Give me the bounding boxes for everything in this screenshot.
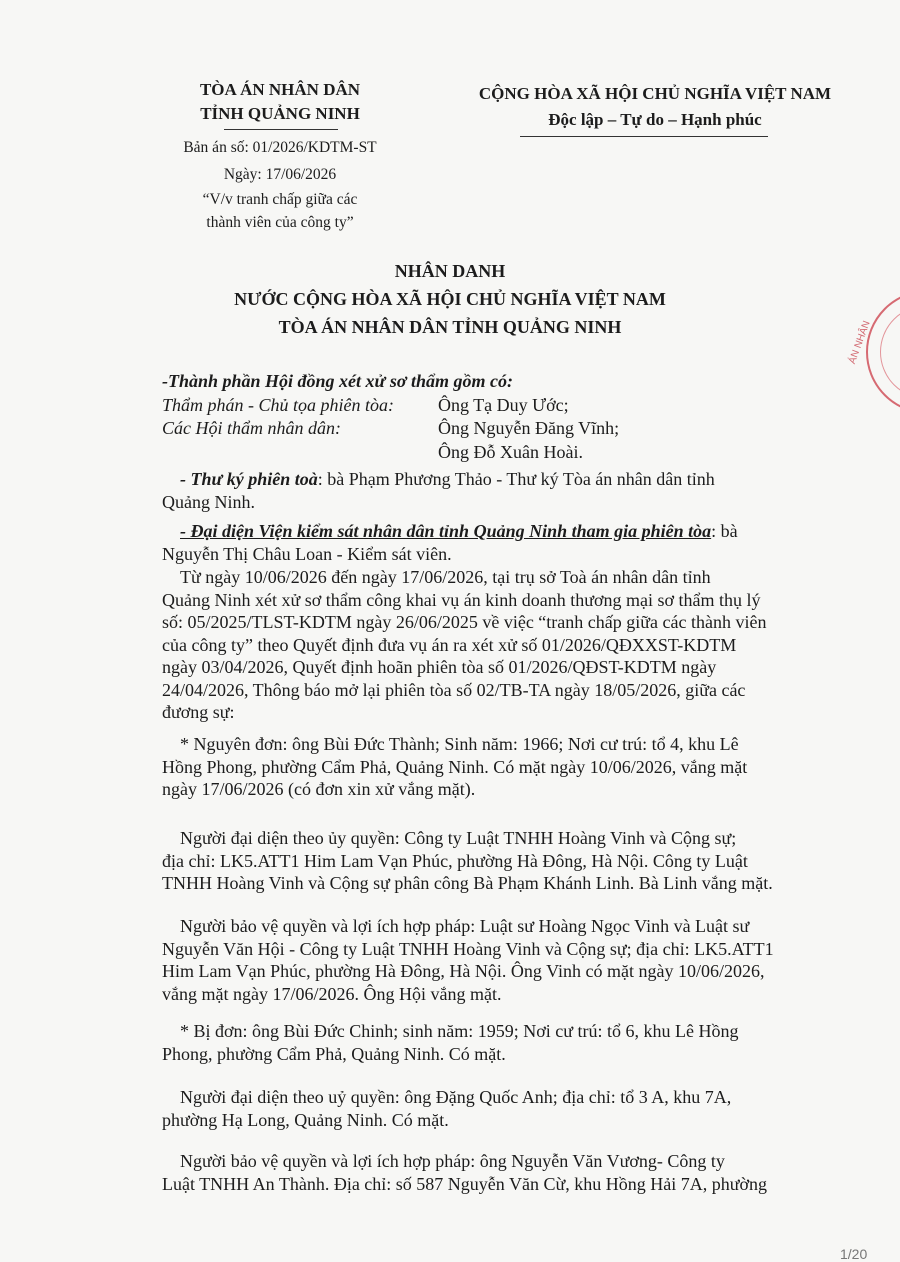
paragraph-5-line-1: * Bị đơn: ông Bùi Đức Chinh; sinh năm: 1959; Nơi cư trú: tổ 6, khu Lê Hồng [180, 1021, 739, 1041]
paragraph-1-line-7: đương sự: [162, 702, 235, 722]
paragraph-2-line-1: * Nguyên đơn: ông Bùi Đức Thành; Sinh năm: 1966; Nơi cư trú: tổ 4, khu Lê [180, 734, 739, 754]
presiding-judge-name: Ông Tạ Duy Ước; [438, 395, 569, 415]
motto-underline [520, 136, 768, 137]
juror-1: Ông Nguyễn Đăng Vĩnh; [438, 418, 620, 438]
paragraph-2-line-2: Hồng Phong, phường Cẩm Phả, Quảng Ninh. Có mặt ngày 10/06/2026, vắng mặt [162, 756, 748, 777]
paragraph-7-line-1: Người bảo vệ quyền và lợi ích hợp pháp: ông Nguyễn Văn Vương- Công ty [180, 1151, 725, 1171]
paragraph-5-line-2: Phong, phường Cẩm Phả, Quảng Ninh. Có mặt. [162, 1043, 506, 1064]
paragraph-1-line-4: của công ty” theo Quyết định đưa vụ án ra xét xử số 01/2026/QĐXXST-KDTM [162, 634, 737, 655]
paragraph-3-line-1: Người đại diện theo ủy quyền: Công ty Luật TNHH Hoàng Vinh và Cộng sự; [180, 828, 737, 848]
paragraph-1-line-3: số: 05/2025/TLST-KDTM ngày 26/06/2025 về việc “tranh chấp giữa các thành viên [162, 612, 767, 632]
procuracy-text: : bà [711, 521, 738, 541]
paragraph-1-line-6: 24/04/2026, Thông báo mở lại phiên tòa số 02/TB-TA ngày 18/05/2026, giữa các [162, 679, 746, 700]
paragraph-6-line-1: Người đại diện theo uỷ quyền: ông Đặng Quốc Anh; địa chỉ: tổ 3 A, khu 7A, [180, 1087, 732, 1107]
paragraph-2-line-3: ngày 17/06/2026 (có đơn xin xử vắng mặt). [162, 779, 476, 799]
clerk-label: - Thư ký phiên toà [180, 469, 318, 489]
jurors-label: Các Hội thẩm nhân dân: [162, 418, 341, 438]
paragraph-4-line-4: vắng mặt ngày 17/06/2026. Ông Hội vắng mặt. [162, 983, 502, 1004]
juror-2: Ông Đỗ Xuân Hoài. [438, 442, 583, 462]
panel-heading: -Thành phần Hội đồng xét xử sơ thẩm gồm có: [162, 371, 513, 391]
paragraph-4-line-2: Nguyễn Văn Hội - Công ty Luật TNHH Hoàng Vinh và Cộng sự; địa chỉ: LK5.ATT1 [162, 938, 774, 959]
paragraph-1-line-1: Từ ngày 10/06/2026 đến ngày 17/06/2026, tại trụ sở Toà án nhân dân tỉnh [180, 567, 711, 587]
judgment-date: Ngày: 17/06/2026 [223, 166, 337, 183]
clerk-text: : bà Phạm Phương Thảo - Thư ký Tòa án nhân dân tỉnh [317, 469, 715, 489]
paragraph-3-line-2: địa chỉ: LK5.ATT1 Him Lam Vạn Phúc, phường Hà Đông, Hà Nội. Công ty Luật [162, 850, 748, 871]
procuracy-line2: Nguyễn Thị Châu Loan - Kiểm sát viên. [162, 544, 452, 564]
court-name-line2: TỈNH QUẢNG NINH [200, 104, 360, 123]
page-number: 1/20 [840, 1246, 868, 1262]
paragraph-1-line-2: Quảng Ninh xét xử sơ thẩm công khai vụ án kinh doanh thương mại sơ thẩm thụ lý [162, 589, 761, 610]
paragraph-4-line-3: Him Lam Vạn Phúc, phường Hà Đông, Hà Nội. Ông Vinh có mặt ngày 10/06/2026, [162, 961, 765, 981]
title-court: TÒA ÁN NHÂN DÂN TỈNH QUẢNG NINH [278, 317, 622, 337]
court-seal-text: ÁN NHÂN [846, 319, 873, 366]
paragraph-3-line-3: TNHH Hoàng Vinh và Cộng sự phân công Bà Phạm Khánh Linh. Bà Linh vắng mặt. [162, 873, 773, 893]
national-motto: Độc lập – Tự do – Hạnh phúc [548, 110, 762, 129]
clerk-line2: Quảng Ninh. [162, 492, 255, 512]
procuracy-label: - Đại diện Viện kiểm sát nhân dân tỉnh Quảng Ninh tham gia phiên tòa [180, 521, 712, 541]
title-republic: NƯỚC CỘNG HÒA XÃ HỘI CHỦ NGHĨA VIỆT NAM [234, 289, 666, 309]
paragraph-6-line-2: phường Hạ Long, Quảng Ninh. Có mặt. [162, 1109, 449, 1130]
case-number: Bản án số: 01/2026/KDTM-ST [183, 139, 377, 156]
paragraph-7-line-2: Luật TNHH An Thành. Địa chỉ: số 587 Nguyễn Văn Cừ, khu Hồng Hải 7A, phường [162, 1173, 767, 1194]
court-name-line1: TÒA ÁN NHÂN DÂN [199, 80, 361, 99]
court-name-underline [224, 129, 338, 130]
procuracy-line1 [180, 520, 860, 543]
paragraph-1-line-5: ngày 03/04/2026, Quyết định hoãn phiên tòa số 01/2026/QĐST-KDTM ngày [162, 657, 717, 677]
case-subject-line1: “V/v tranh chấp giữa các [202, 191, 358, 208]
case-subject-line2: thành viên của công ty” [206, 214, 354, 231]
paragraph-4-line-1: Người bảo vệ quyền và lợi ích hợp pháp: Luật sư Hoàng Ngọc Vinh và Luật sư [180, 916, 750, 936]
title-on-behalf: NHÂN DANH [394, 261, 506, 281]
clerk-line1 [180, 468, 834, 491]
presiding-judge-label: Thẩm phán - Chủ tọa phiên tòa: [162, 395, 394, 415]
republic-name: CỘNG HÒA XÃ HỘI CHỦ NGHĨA VIỆT NAM [478, 84, 832, 103]
